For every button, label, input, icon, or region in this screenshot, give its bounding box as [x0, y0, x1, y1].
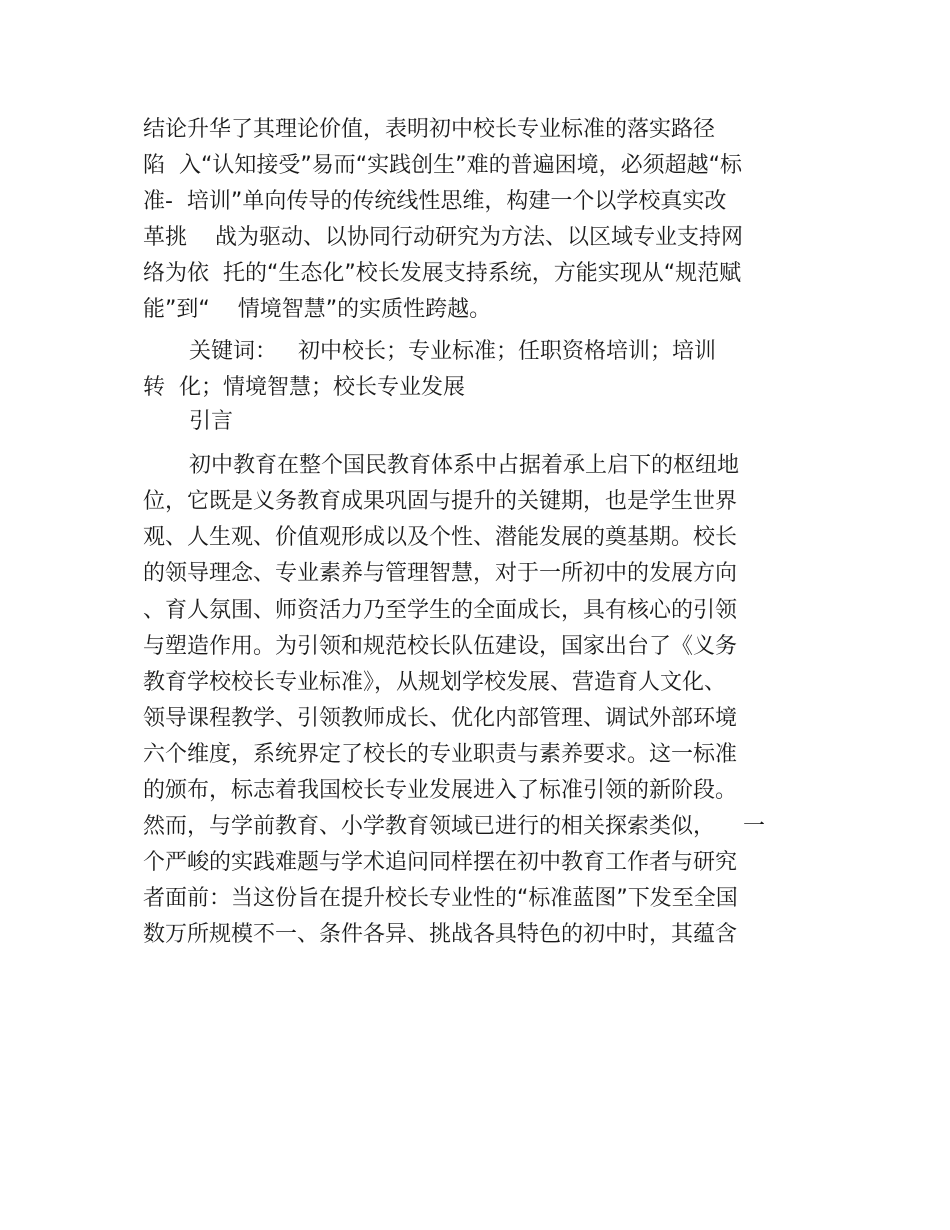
keywords-line: 关键词： 初中校长；专业标准；任职资格培训；培训 [189, 339, 716, 364]
text-line: 位，它既是义务教育成果巩固与提升的关键期，也是学生世界 [143, 489, 738, 514]
text-line: 结论升华了其理论价值，表明初中校长专业标准的落实路径 [143, 117, 716, 142]
text-line: 的颁布，标志着我国校长专业发展进入了标准引领的新阶段。 [143, 778, 738, 803]
text-line: 革挑 战为驱动、以协同行动研究为方法、以区域专业支持网 [143, 225, 743, 250]
text-line: 教育学校校长专业标准》，从规划学校发展、营造育人文化、 [143, 670, 727, 695]
section-heading: 引言 [189, 409, 234, 434]
text-line: 能”到“ 情境智慧”的实质性跨越。 [143, 297, 492, 322]
text-line: 与塑造作用。为引领和规范校长队伍建设，国家出台了《义务 [143, 634, 738, 659]
text-line: 领导课程教学、引领教师成长、优化内部管理、调试外部环境 [143, 706, 738, 731]
text-line: 准- 培训”单向传导的传统线性思维，构建一个以学校真实改 [143, 189, 727, 214]
text-line: 然而，与学前教育、小学教育领域已进行的相关探索类似， 一 [143, 814, 765, 839]
text-line: 初中教育在整个国民教育体系中占据着承上启下的枢纽地 [189, 453, 740, 478]
text-line: 者面前：当这份旨在提升校长专业性的“标准蓝图”下发至全国 [143, 886, 738, 911]
text-line: 的领导理念、专业素养与管理智慧，对于一所初中的发展方向 [143, 561, 738, 586]
keywords-line: 转 化；情境智慧；校长专业发展 [143, 375, 465, 400]
text-line: 数万所规模不一、条件各异、挑战各具特色的初中时，其蕴含 [143, 922, 738, 947]
text-line: 个严峻的实践难题与学术追问同样摆在初中教育工作者与研究 [143, 850, 738, 875]
text-line: 、育人氛围、师资活力乃至学生的全面成长，具有核心的引领 [143, 598, 738, 623]
text-line: 陷 入“认知接受”易而“实践创生”难的普遍困境，必须超越“标 [143, 153, 742, 178]
text-line: 六个维度，系统界定了校长的专业职责与素养要求。这一标准 [143, 742, 738, 767]
text-line: 络为依 托的“生态化”校长发展支持系统，方能实现从“规范赋 [143, 261, 742, 286]
text-line: 观、人生观、价值观形成以及个性、潜能发展的奠基期。校长 [143, 525, 738, 550]
